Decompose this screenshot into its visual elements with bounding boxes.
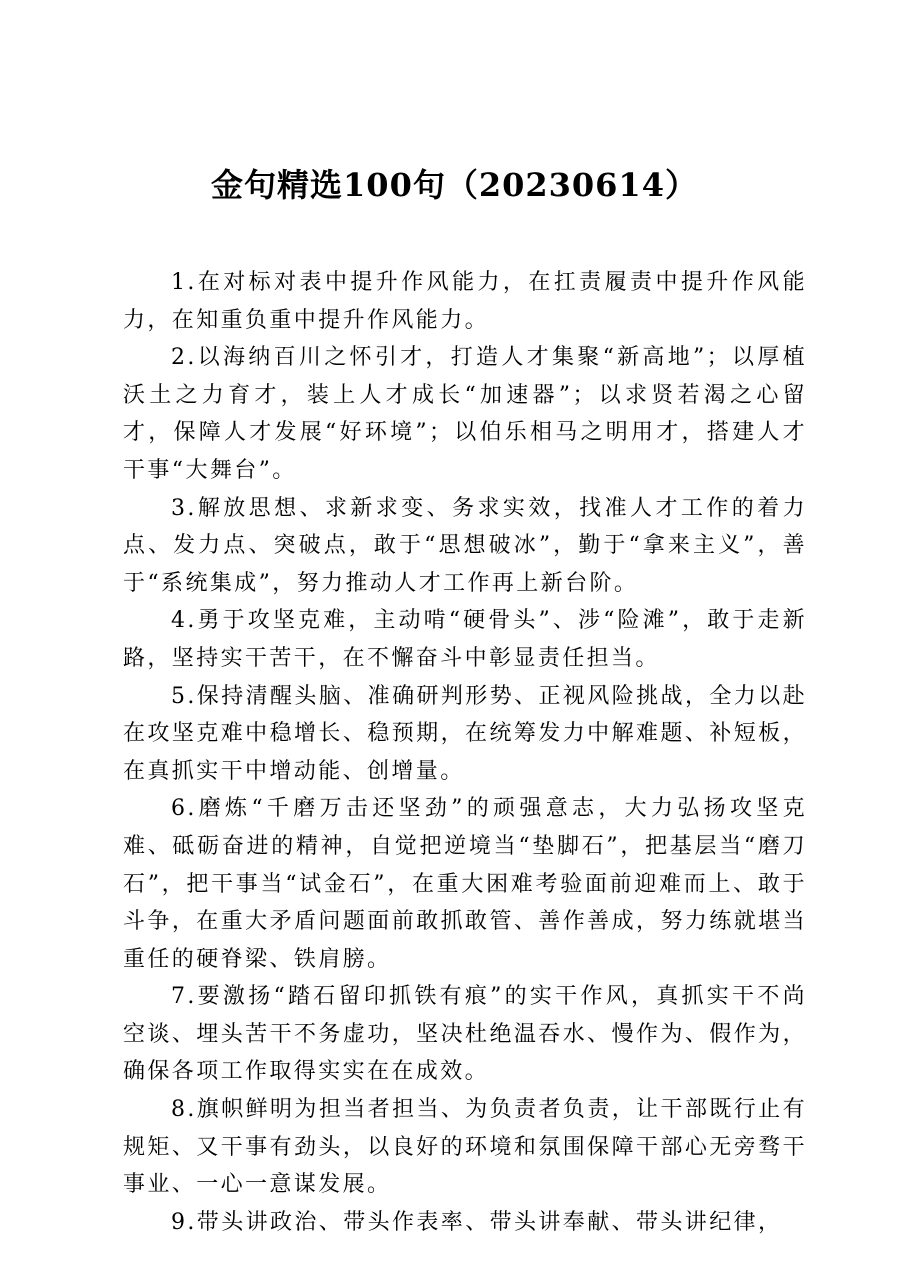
paragraph-6: 6.磨炼“千磨万击还坚劲”的顽强意志，大力弘扬攻坚克难、砥砺奋进的精神，自觉把逆境当“垫脚石”，把基层当“磨刀石”，把干事当“试金石”，在重大困难考验面前迎难而上、敢于斗争，在重大矛盾问题面前敢抓敢管、善作善成，努力练就堪当重任的硬脊梁、铁肩膀。 — [123, 796, 807, 972]
paragraph-8: 8.旗帜鲜明为担当者担当、为负责者负责，让干部既行止有规矩、又干事有劲头，以良好的环境和氛围保障干部心无旁骛干事业、一心一意谋发展。 — [123, 1097, 807, 1198]
paragraph-3: 3.解放思想、求新求变、务求实效，找准人才工作的着力点、发力点、突破点，敢于“思想破冰”，勤于“拿来主义”，善于“系统集成”，努力推动人才工作再上新台阶。 — [123, 495, 807, 596]
paragraph-9: 9.带头讲政治、带头作表率、带头讲奉献、带头讲纪律， — [171, 1209, 783, 1235]
paragraph-5: 5.保持清醒头脑、准确研判形势、正视风险挑战，全力以赴在攻坚克难中稳增长、稳预期，在统筹发力中解难题、补短板，在真抓实干中增动能、创增量。 — [123, 683, 807, 784]
document-title: 金句精选100句（20230614） — [211, 166, 698, 204]
paragraph-4: 4.勇于攻坚克难，主动啃“硬骨头”、涉“险滩”，敢于走新路，坚持实干苦干，在不懈奋斗中彰显责任担当。 — [123, 608, 807, 671]
document-body — [123, 264, 807, 1241]
paragraph-1: 1.在对标对表中提升作风能力，在扛责履责中提升作风能力，在知重负重中提升作风能力。 — [123, 270, 807, 333]
paragraph-2: 2.以海纳百川之怀引才，打造人才集聚“新高地”；以厚植沃土之力育才，装上人才成长“加速器”；以求贤若渴之心留才，保障人才发展“好环境”；以伯乐相马之明用才，搭建人才干事“大舞台”。 — [123, 345, 807, 483]
paragraph-7: 7.要激扬“踏石留印抓铁有痕”的实干作风，真抓实干不尚空谈、埋头苦干不务虚功，坚决杜绝温吞水、慢作为、假作为，确保各项工作取得实实在在成效。 — [123, 984, 807, 1085]
